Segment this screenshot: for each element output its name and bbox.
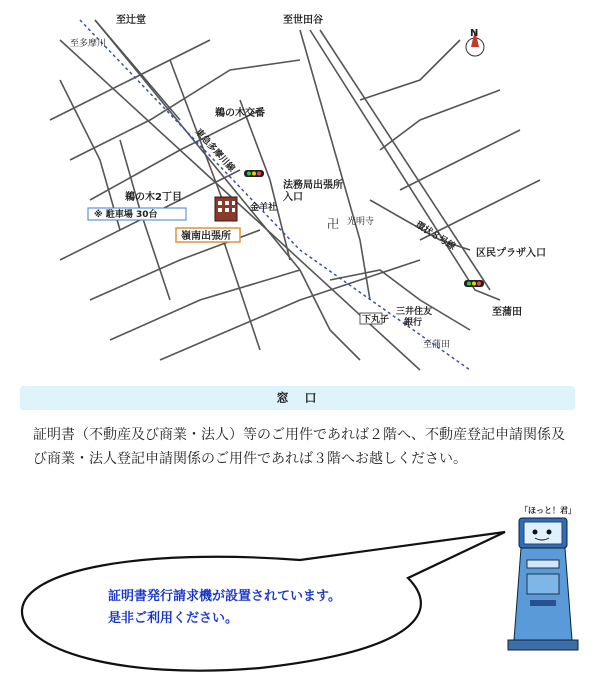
label-shimomaruko: 下丸子 xyxy=(362,315,390,325)
traffic-signal-1 xyxy=(244,170,264,177)
label-konan-office: 嶺南出張所 xyxy=(181,231,231,242)
label-sumitomo-1: 三井住友 xyxy=(396,307,433,317)
temple-icon xyxy=(327,217,339,231)
kiosk-label: 「ほっと！君」 xyxy=(520,506,576,515)
label-ward-plaza: 区民プラザ入口 xyxy=(476,248,546,259)
notice-line-2: 是非ご利用ください。 xyxy=(108,611,239,626)
label-kanemitsu: 金羊社 xyxy=(250,203,278,213)
label-unoki-2chome: 鵜の木2丁目 xyxy=(125,192,182,203)
label-kanpachi: 環状８号線 xyxy=(413,220,457,253)
notice-line-1: 証明書発行請求機が設置されています。 xyxy=(108,589,341,604)
office-building-icon xyxy=(215,197,237,221)
kiosk-machine-icon xyxy=(508,505,578,650)
label-unoki-kouban: 鵜の木交番 xyxy=(215,108,265,119)
north-label: N xyxy=(470,28,479,39)
label-koumyouji: 光明寺 xyxy=(347,217,375,227)
label-to-tsujido: 至辻堂 xyxy=(116,15,146,26)
label-to-setagaya: 至世田谷 xyxy=(283,15,323,26)
window-description: 証明書（不動産及び商業・法人）等のご用件であれば２階へ、不動産登記申請関係及び商業・法人登記申請関係のご用件であれば３階へお越しください。 xyxy=(33,427,565,467)
label-sumitomo-2: 銀行 xyxy=(404,318,423,328)
notice-area xyxy=(0,490,607,689)
label-to-tamagawa: 至多摩川 xyxy=(70,39,107,49)
traffic-signal-2 xyxy=(464,280,484,287)
label-to-kamata-2: 至蒲田 xyxy=(423,340,451,350)
label-to-kamata-1: 至蒲田 xyxy=(492,307,522,318)
label-tamagawa-line: 東急多摩川線 xyxy=(192,127,237,175)
label-legal-office-2: 入口 xyxy=(283,192,303,203)
label-legal-office-1: 法務局出張所 xyxy=(283,180,343,191)
window-heading: 窓 口 xyxy=(20,386,575,410)
label-parking: ※ 駐車場 30台 xyxy=(94,210,158,220)
svg-text:卍: 卍 xyxy=(327,217,340,231)
